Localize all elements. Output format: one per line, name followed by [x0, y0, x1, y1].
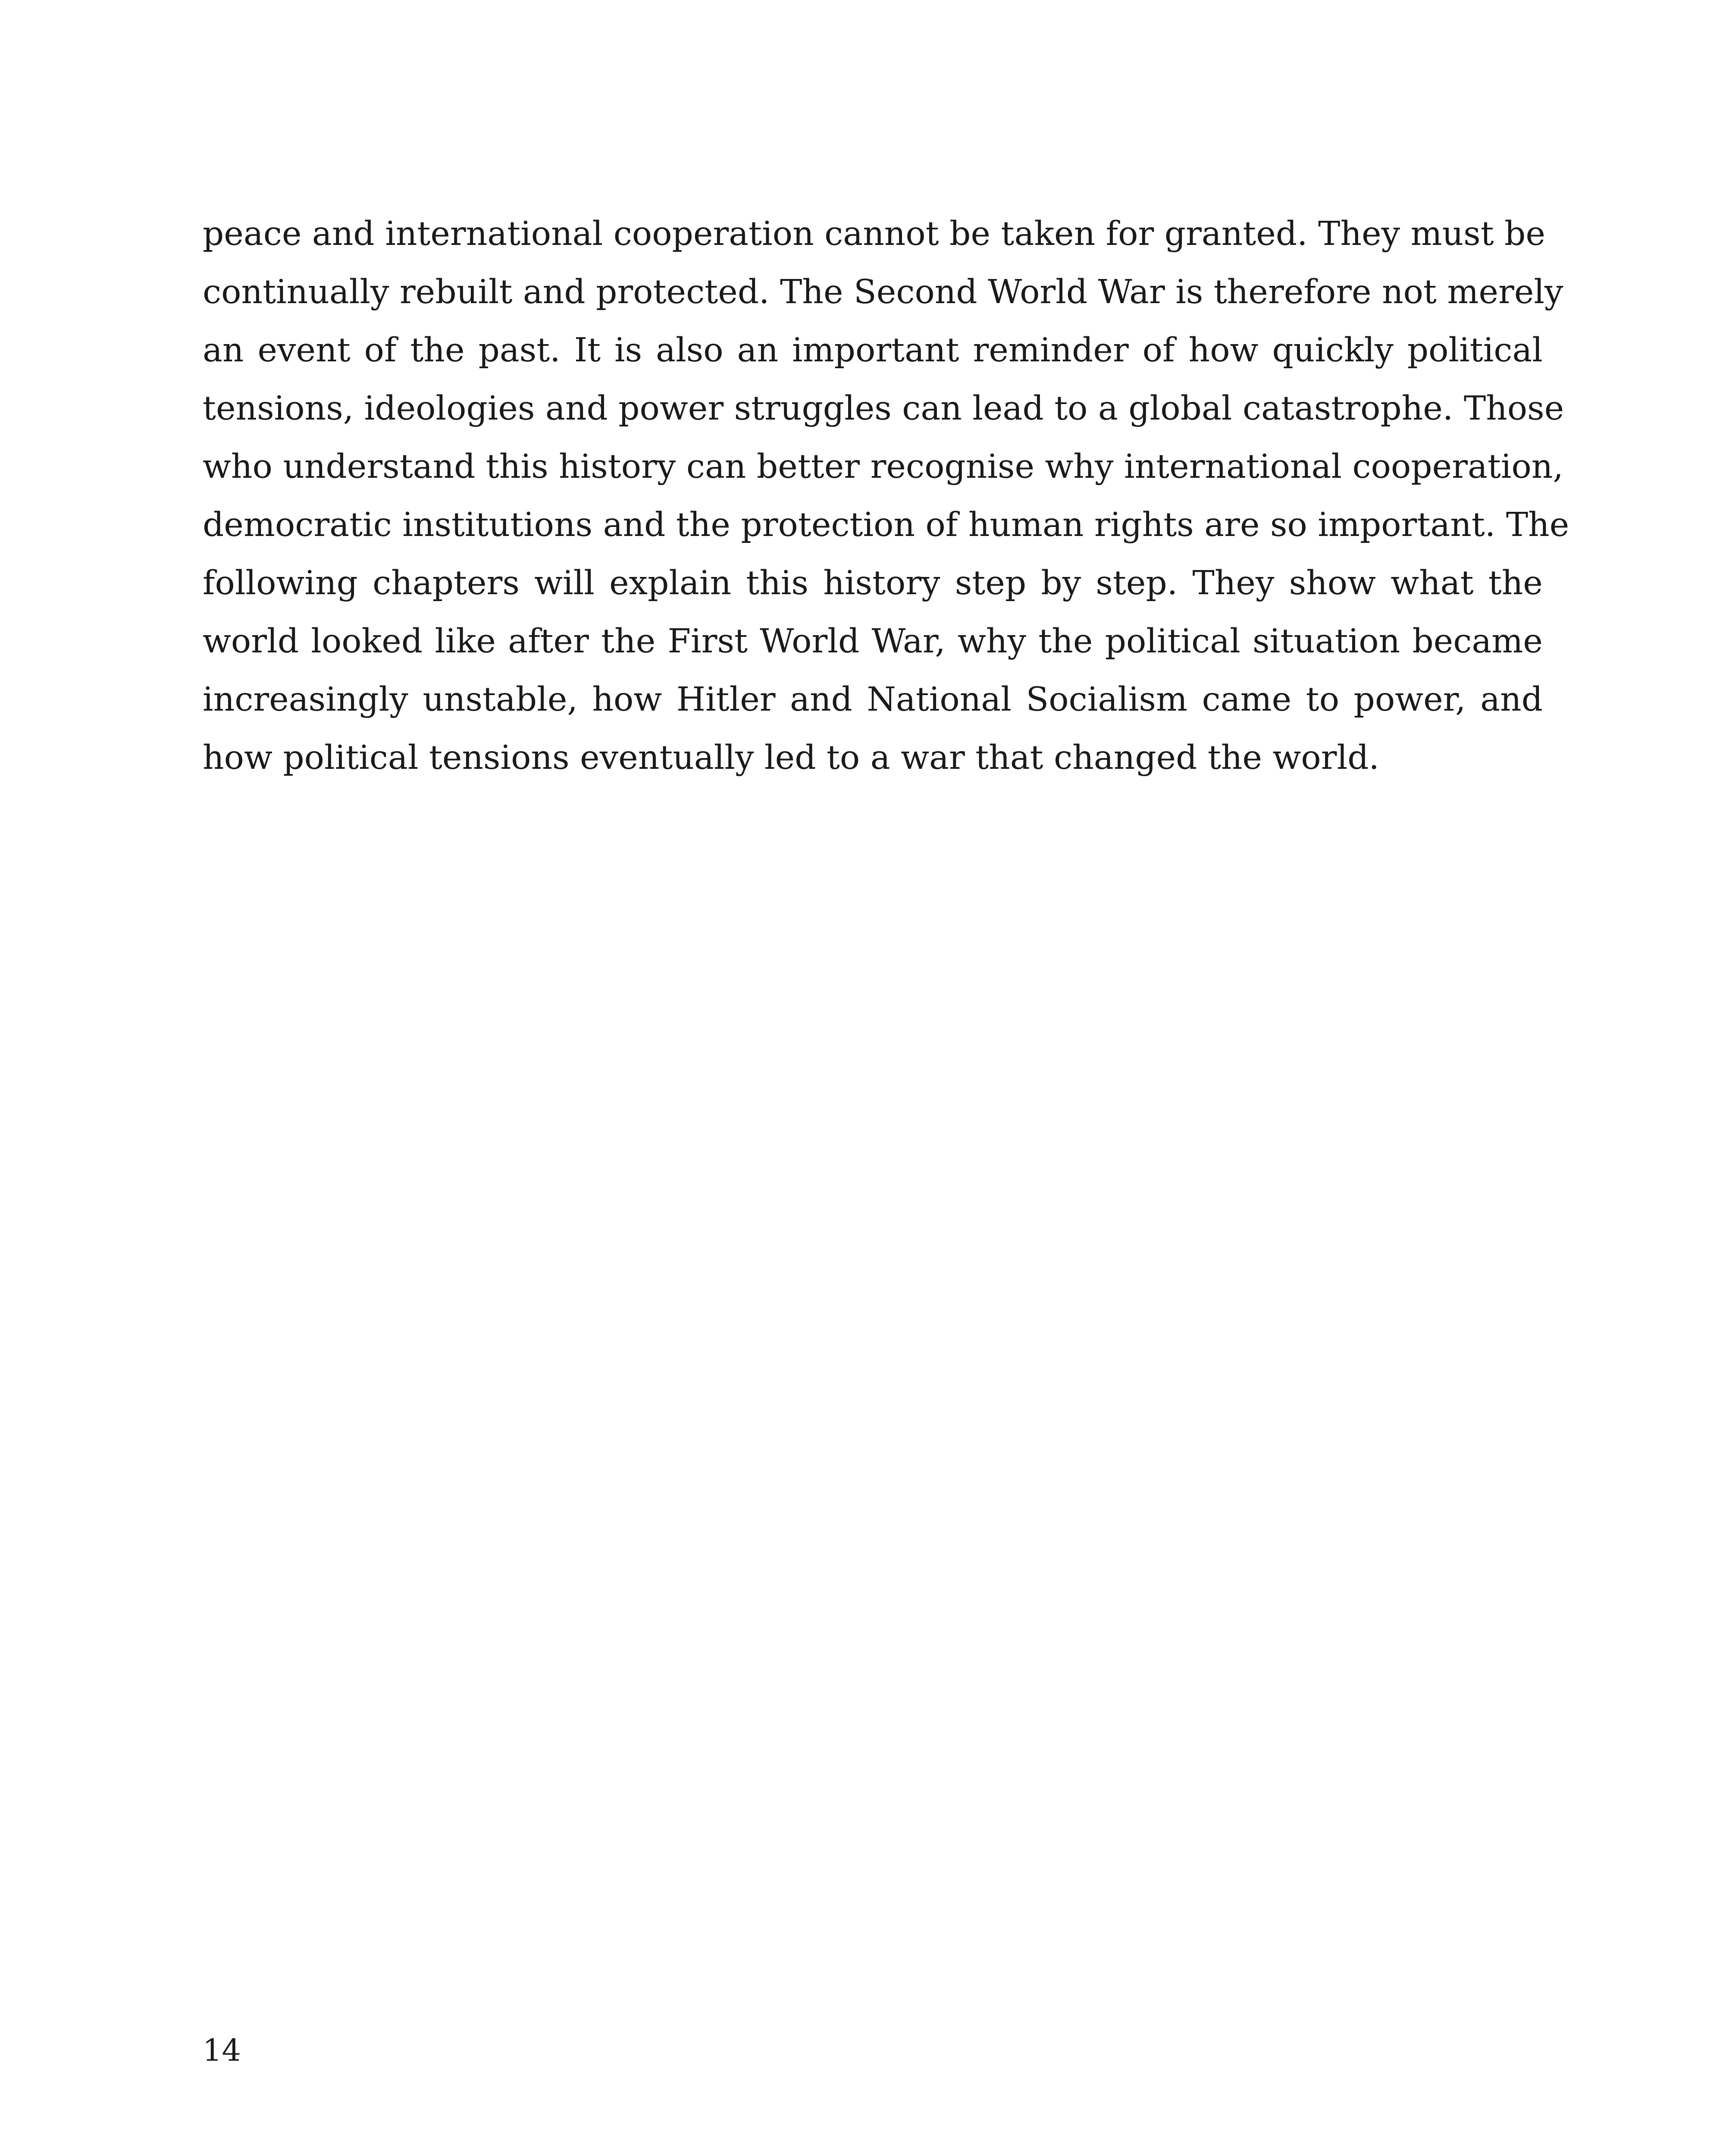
paragraph-line: how political tensions eventually led to a war that changed the world.: [203, 739, 1379, 777]
paragraph-line: democratic institutions and the protection of human rights are so important. The: [203, 506, 1569, 544]
paragraph-line: tensions, ideologies and power struggles can lead to a global catastrophe. Those: [203, 389, 1564, 428]
paragraph-line: peace and international cooperation cannot be taken for granted. They must be: [203, 215, 1546, 253]
page-number: 14: [203, 2033, 241, 2068]
paragraph-line: who understand this history can better recognise why international cooperation,: [203, 448, 1563, 486]
paragraph-line: an event of the past. It is also an important reminder of how quickly political: [203, 331, 1543, 370]
paragraph-line: increasingly unstable, how Hitler and National Socialism came to power, and: [203, 680, 1543, 719]
paragraph-line: following chapters will explain this history step by step. They show what the: [203, 564, 1543, 602]
body-paragraph: [203, 205, 1569, 787]
paragraph-line: world looked like after the First World War, why the political situation became: [203, 622, 1543, 661]
paragraph-line: continually rebuilt and protected. The Second World War is therefore not merely: [203, 273, 1563, 311]
